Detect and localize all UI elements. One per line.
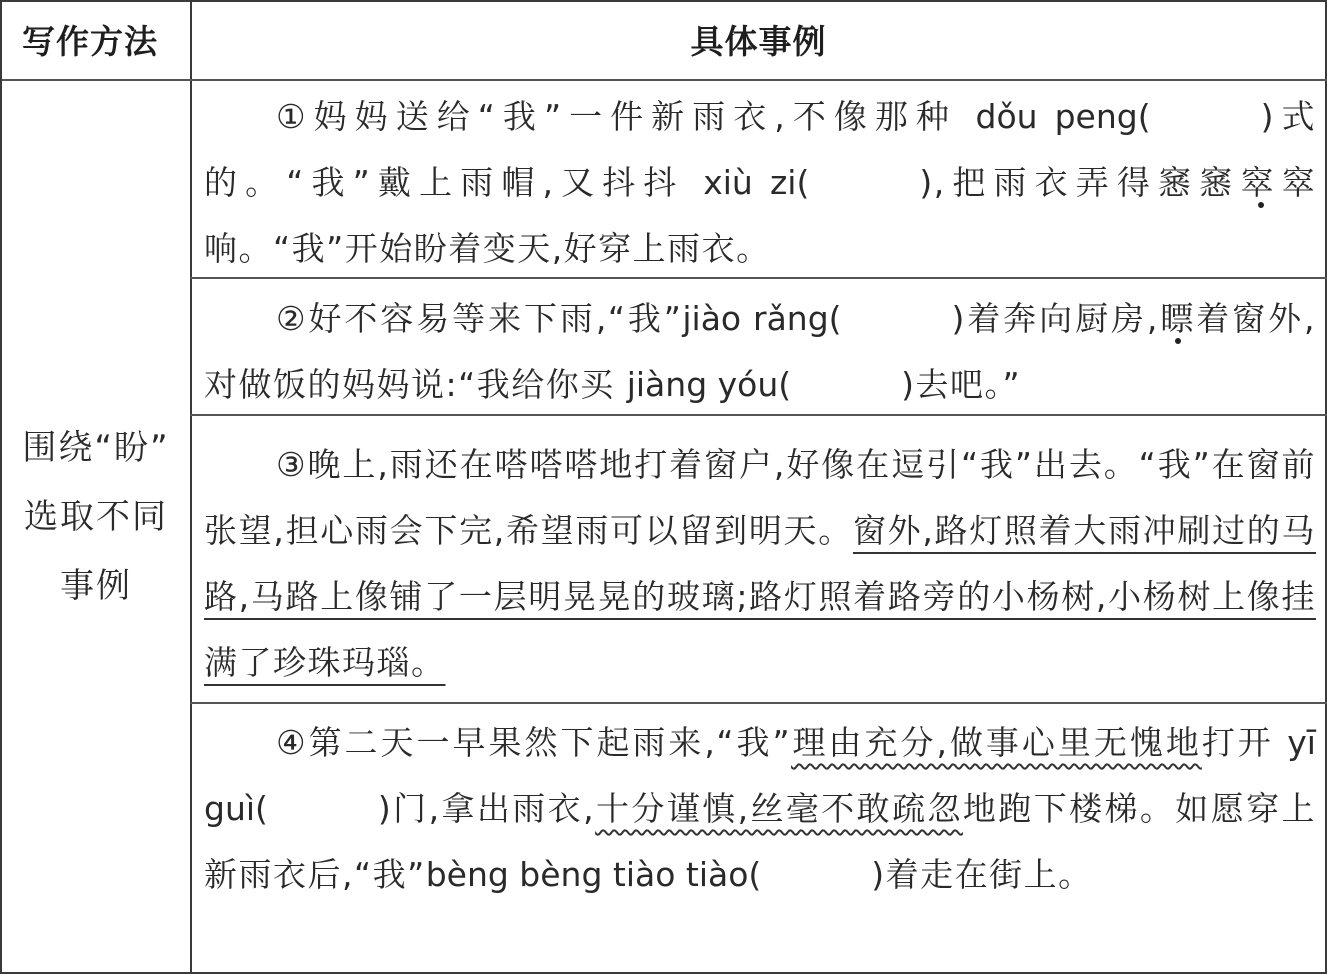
- row-divider-3: [190, 702, 1327, 704]
- example-2-text-a: ②好不容易等来下雨,“我”: [276, 299, 683, 338]
- pinyin-doupeng: dǒu peng(: [975, 97, 1151, 136]
- pinyin-bengbengtiaotiao: bèng bèng tiào tiào(: [425, 855, 762, 894]
- pinyin-yigui: yī guì(: [204, 723, 1316, 828]
- category-line-2: 选取不同: [24, 497, 168, 537]
- example-2: [204, 286, 1316, 418]
- example-4-text-b: 打开: [1201, 723, 1288, 762]
- pinyin-jiaorang: jiào rǎng(: [682, 299, 842, 338]
- header-method: 写作方法: [22, 22, 158, 61]
- header-divider: [2, 79, 1327, 81]
- example-4-text-a: ④第二天一早果然下起雨来,“我”: [276, 723, 792, 762]
- example-4-text-e: )着走在街上。: [871, 855, 1093, 894]
- category-line-1: 围绕“盼”: [22, 428, 170, 468]
- example-1-text-b: )式的。“我”戴上雨帽,又抖抖: [204, 97, 1317, 202]
- pinyin-xiuzi: xiù zi(: [703, 163, 810, 202]
- category-line-3: 事例: [60, 566, 132, 606]
- emphasis-dot-char-1: 窣: [1240, 163, 1282, 202]
- method-category: [2, 414, 190, 621]
- example-1-text-a: ①妈妈送给“我”一件新雨衣,不像那种: [276, 97, 976, 136]
- example-1: [204, 84, 1316, 282]
- example-3: [204, 432, 1316, 696]
- example-2-text-c: 着窗外,对做饭的妈妈说:“我给你买: [204, 299, 1317, 404]
- header-examples: 具体事例: [690, 22, 827, 61]
- example-4: [204, 710, 1316, 908]
- example-3-text: ③晚上,雨还在嗒嗒嗒地打着窗户,好像在逗引“我”出去。“我”在窗前张望,担心雨会下完,希望雨可以留到明天。: [204, 445, 1316, 550]
- example-1-text-d: 窣响。“我”开始盼着变天,好穿上雨衣。: [204, 163, 1317, 268]
- example-1-text-c: ),把雨衣弄得窸窸: [919, 163, 1241, 202]
- wavy-underline-1: 理由充分,做事心里无愧地: [791, 723, 1202, 762]
- example-4-text-d: 地跑下楼梯。如愿穿上新雨衣后,“我”: [204, 789, 1317, 894]
- example-2-text-b: )着奔向厨房,: [951, 299, 1159, 338]
- underlined-description: 窗外,路灯照着大雨冲刷过的马路,马路上像铺了一层明晃晃的玻璃;路灯照着路旁的小杨树,小杨树上像挂满了珍珠玛瑙。: [204, 511, 1316, 682]
- wavy-underline-2: 十分谨慎,丝毫不敢疏忽: [595, 789, 963, 828]
- pinyin-jiangyou: jiàng yóu(: [626, 365, 792, 404]
- example-2-text-d: )去吧。”: [901, 365, 1022, 404]
- emphasis-dot-char-2: 瞟: [1158, 299, 1197, 338]
- example-4-text-c: )门,拿出雨衣,: [377, 789, 596, 828]
- column-divider: [190, 2, 192, 974]
